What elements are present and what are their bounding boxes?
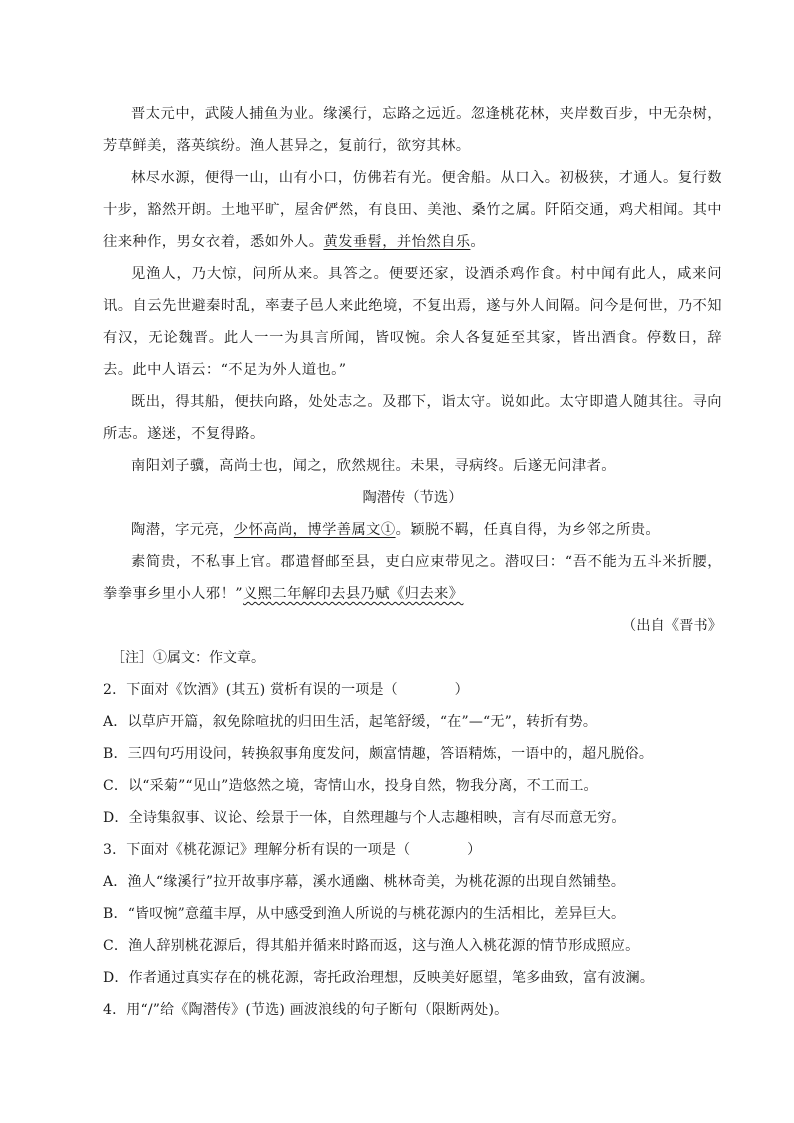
biography-paragraph-1-end: 。颖脱不羁，任真自得，为乡邻之所贵。	[395, 522, 661, 538]
question-2-option-b: B．三四句巧用设问，转换叙事角度发问，颇富情趣，答语精炼，一语中的，超凡脱俗。	[103, 746, 654, 762]
question-3-option-a: A．渔人“缘溪行”拉开故事序幕，溪水通幽、桃林奇美，为桃花源的出现自然铺垫。	[103, 874, 626, 890]
question-3-option-d: D．作者通过真实存在的桃花源，寄托政治理想，反映美好愿望，笔多曲致，富有波澜。	[103, 970, 655, 986]
passage-paragraph-1: 晋太元中，武陵人捕鱼为业。缘溪行，忘路之远近。忽逢桃花林，夹岸数百步，中无杂树，芳草鲜美，落英缤纷。渔人甚异之，复前行，欲穷其林。	[103, 106, 722, 154]
passage-paragraph-2-text: 林尽水源，便得一山，山有小口，仿佛若有光。便舍船。从口入。初极狭，才通人。复行数十步，豁然开朗。土地平旷，屋舍俨然，有良田、美池、桑竹之属。阡陌交通，鸡犬相闻。其中往来种作，男女衣着，悉如外人。	[103, 170, 722, 250]
passage-paragraph-5: 南阳刘子骥，高尚士也，闻之，欣然规往。未果，寻病终。后遂无问津者。	[131, 458, 616, 474]
footnote: ［注］①属文：作文章。	[111, 650, 265, 666]
question-3-stem: 3．下面对《桃花源记》理解分析有误的一项是（ ）	[103, 842, 482, 858]
passage-paragraph-3: 见渔人，乃大惊，问所从来。具答之。便要还家，设酒杀鸡作食。村中闻有此人，咸来问讯。自云先世避秦时乱，率妻子邑人来此绝境，不复出焉，遂与外人间隔。问今是何世，乃不知有汉，无论魏晋。此人一一为具言所闻，皆叹惋。余人各复延至其家，皆出酒食。停数日，辞去。此中人语云：“不足为外人道也。”	[103, 266, 722, 378]
biography-source: （出自《晋书》	[621, 618, 722, 634]
question-2-option-a: A．以草庐开篇，叙免除喧扰的归田生活，起笔舒缓，“在”—“无”，转折有势。	[103, 714, 598, 730]
biography-paragraph-1-start: 陶潜，字元亮，	[131, 522, 234, 538]
biography-title: 陶潜传（节选）	[362, 490, 463, 506]
underlined-phrase: 少怀高尚，博学善属文①	[233, 522, 396, 538]
wavy-underlined-sentence: 义熙二年解印去县乃赋《归去来》	[242, 586, 464, 602]
question-2-stem: 2．下面对《饮酒》(其五) 赏析有误的一项是（ ）	[103, 682, 469, 698]
biography-paragraph-1	[103, 514, 722, 546]
passage-paragraph-4: 既出，得其船，便扶向路，处处志之。及郡下，诣太守。说如此。太守即遣人随其往。寻向所志。遂迷，不复得路。	[103, 394, 722, 442]
passage-paragraph-2-end: 。	[470, 234, 486, 250]
passage-paragraph-2	[103, 162, 722, 258]
underlined-sentence: 黄发垂髫，并怡然自乐	[323, 234, 471, 250]
question-2-option-d: D．全诗集叙事、议论、绘景于一体，自然理趣与个人志趣相映，言有尽而意无穷。	[103, 810, 626, 826]
question-3-option-c: C．渔人辞别桃花源后，得其船并循来时路而返，这与渔人入桃花源的情节形成照应。	[103, 938, 640, 954]
question-4-stem: 4．用“/”给《陶潜传》(节选) 画波浪线的句子断句（限断两处)。	[103, 1002, 509, 1018]
biography-paragraph-2-text: 素简贵，不私事上官。郡遣督邮至县，吏白应束带见之。潜叹曰：“吾不能为五斗米折腰，拳拳事乡里小人邪！”	[103, 554, 722, 602]
question-3-option-b: B．“皆叹惋”意蕴丰厚，从中感受到渔人所说的与桃花源内的生活相比，差异巨大。	[103, 906, 626, 922]
biography-paragraph-2	[103, 546, 722, 610]
question-2-option-c: C．以“采菊”“见山”造悠然之境，寄情山水，投身自然，物我分离，不工而工。	[103, 778, 598, 794]
